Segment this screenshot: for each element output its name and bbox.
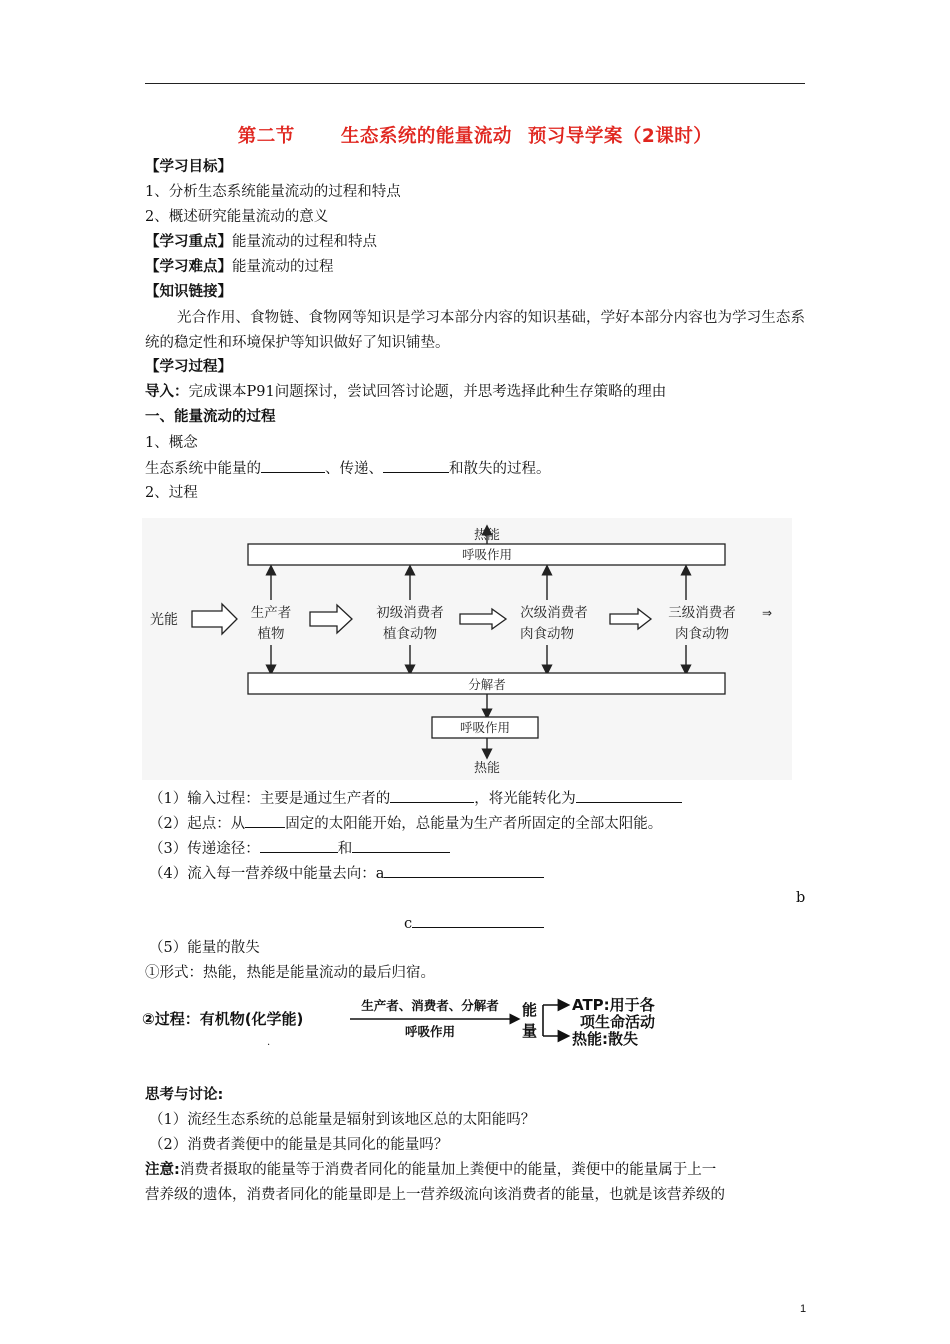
heat-bottom-label: 热能 [473, 761, 501, 776]
heat-dissipation-label: 热能:散失 [572, 1030, 638, 1048]
objectives-heading: 【学习目标】 [145, 159, 232, 175]
question-2 [149, 813, 662, 834]
title-suffix: 预习导学案（2课时） [527, 126, 713, 147]
node-tertiary-l2: 肉食动物 [675, 626, 729, 642]
heat-top-label: 热能 [473, 528, 501, 543]
objective-item-2: 2、概述研究能量流动的意义 [145, 209, 329, 225]
note-label: 注意: [145, 1162, 180, 1178]
process-heading: 【学习过程】 [145, 359, 232, 375]
light-energy-label: 光能 [150, 612, 178, 628]
process-subheading: 2、过程 [145, 485, 198, 501]
decomposer-label: 分解者 [468, 677, 506, 692]
node-primary-l1: 初级消费者 [376, 605, 444, 621]
energy-label-2: 量 [522, 1022, 538, 1040]
intro-text: 完成课本P91问题探讨，尝试回答讨论题，并思考选择此种生存策略的理由 [188, 384, 667, 400]
objective-item-1: 1、分析生态系统能量流动的过程和特点 [145, 184, 401, 200]
node-tertiary-l1: 三级消费者 [668, 605, 736, 621]
concept-blank-2[interactable] [383, 458, 449, 473]
q4-item-b: b [796, 890, 806, 906]
stray-dot: . [267, 1037, 271, 1048]
concept-text-c: 和散失的过程。 [449, 461, 551, 477]
respiration-process-diagram [140, 990, 720, 1050]
knowledge-link-heading: 【知识链接】 [145, 284, 232, 300]
process-label: ②过程：有机物(化学能) [142, 1010, 304, 1028]
page-number: 1 [800, 1303, 807, 1315]
q2-blank[interactable] [245, 813, 285, 828]
question-5: （5）能量的散失 [149, 940, 260, 956]
discussion-q2: （2）消费者粪便中的能量是其同化的能量吗？ [149, 1137, 449, 1153]
q4-text: （4）流入每一营养级中能量去向：a [149, 866, 385, 882]
q4-item-c [404, 913, 544, 934]
section-1-heading: 一、能量流动的过程 [145, 409, 276, 425]
key-point-label: 【学习重点】 [145, 234, 232, 250]
atp-label-1: ATP:用于各 [572, 996, 655, 1014]
process-top-label: 生产者、消费者、分解者 [361, 998, 499, 1013]
node-primary-l2: 植食动物 [383, 626, 437, 642]
concept-text-a: 生态系统中能量的 [145, 461, 261, 477]
energy-label-1: 能 [522, 1001, 538, 1019]
node-producer-l2: 植物 [257, 626, 285, 642]
note-line-1 [145, 1160, 716, 1180]
q2-text-a: （2）起点：从 [149, 816, 246, 832]
difficulty [145, 257, 334, 277]
q1-blank-1[interactable] [390, 788, 474, 803]
q3-blank-1[interactable] [260, 838, 338, 853]
intro-label: 导入： [145, 384, 189, 400]
page-title [0, 122, 950, 148]
note-text-1: 消费者摄取的能量等于消费者同化的能量加上粪便中的能量，粪便中的能量属于上一 [179, 1162, 717, 1178]
node-secondary-l2: 肉食动物 [520, 626, 574, 642]
q1-text-b: ，将光能转化为 [474, 791, 576, 807]
q4-blank-a[interactable] [384, 863, 544, 878]
atp-label-2: 项生命活动 [580, 1013, 656, 1031]
q1-blank-2[interactable] [576, 788, 682, 803]
knowledge-link-text: 光合作用、食物链、食物网等知识是学习本部分内容的知识基础，学好本部分内容也为学习生态系统的稳定性和环境保护等知识做好了知识铺垫。 [145, 310, 805, 351]
q3-text-b: 和 [337, 841, 353, 857]
process-bottom-label: 呼吸作用 [404, 1024, 456, 1039]
q2-text-b: 固定的太阳能开始，总能量为生产者所固定的全部太阳能。 [285, 816, 663, 832]
discussion-q1: （1）流经生态系统的总能量是辐射到该地区总的太阳能吗？ [149, 1112, 536, 1128]
q3-blank-2[interactable] [352, 838, 450, 853]
note-line-2: 营养级的遗体，消费者同化的能量即是上一营养级流向该消费者的能量，也就是该营养级的 [145, 1187, 725, 1203]
heat-form: ①形式：热能，热能是能量流动的最后归宿。 [145, 965, 435, 981]
header-rule [145, 83, 805, 84]
question-1 [149, 788, 682, 809]
respiration-bottom-label: 呼吸作用 [459, 720, 511, 735]
question-3 [149, 838, 450, 859]
key-point-text: 能量流动的过程和特点 [232, 234, 377, 250]
concept-blank-1[interactable] [261, 458, 325, 473]
node-secondary-l1: 次级消费者 [520, 605, 588, 621]
question-4 [149, 863, 544, 884]
title-topic: 生态系统的能量流动 [340, 126, 512, 147]
intro [145, 382, 666, 402]
difficulty-label: 【学习难点】 [145, 259, 232, 275]
q4-c-label: c [404, 916, 413, 932]
concept-line [145, 458, 551, 479]
node-producer-l1: 生产者 [250, 605, 292, 621]
concept-text-b: 、传递、 [325, 461, 383, 477]
key-point [145, 232, 377, 252]
q4-blank-c[interactable] [412, 913, 544, 928]
concept-heading: 1、概念 [145, 435, 198, 451]
q1-text-a: （1）输入过程：主要是通过生产者的 [149, 791, 391, 807]
difficulty-text: 能量流动的过程 [232, 259, 334, 275]
tertiary-arrow-glyph: ⇒ [762, 606, 773, 620]
title-section: 第二节 [237, 126, 295, 147]
q3-text-a: （3）传递途径： [149, 841, 260, 857]
respiration-top-label: 呼吸作用 [461, 547, 513, 562]
energy-flow-diagram [142, 518, 792, 780]
discussion-heading: 思考与讨论: [145, 1087, 224, 1103]
